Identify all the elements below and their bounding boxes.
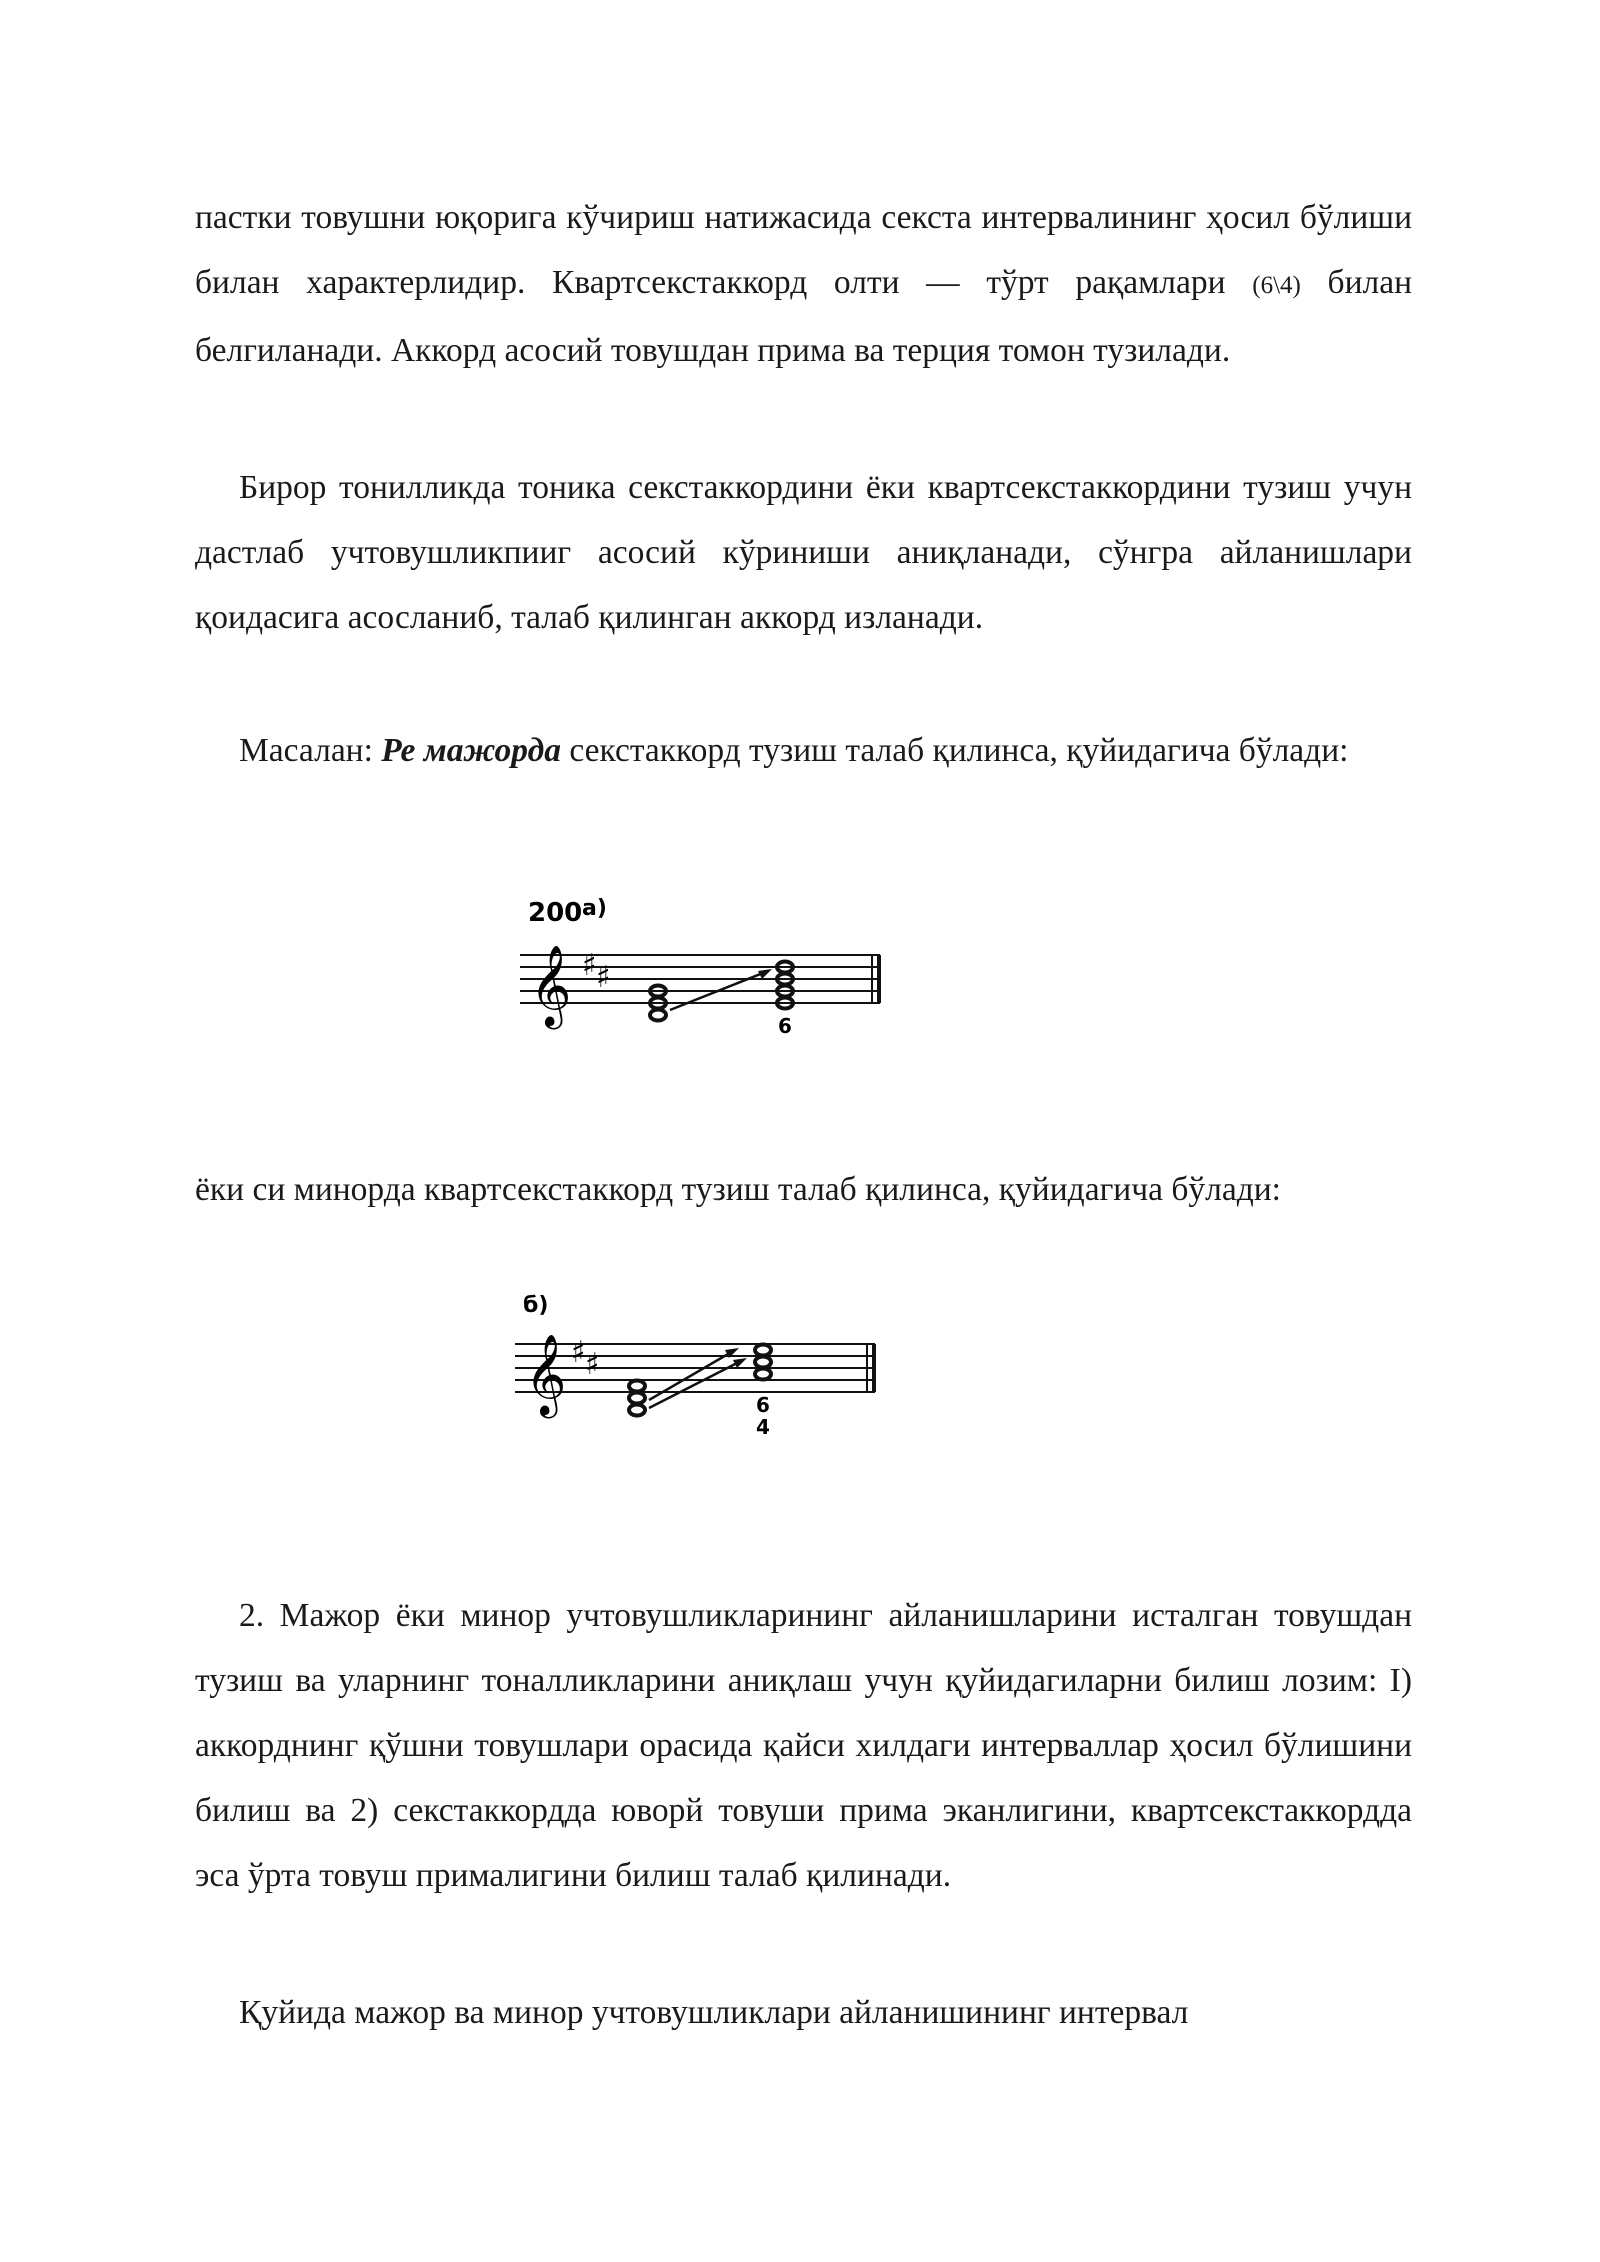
example-a-figure: 6 bbox=[778, 1014, 792, 1038]
paragraph-1 bbox=[195, 185, 1412, 383]
example-a-number: 200 bbox=[528, 898, 583, 928]
paragraph-6-text: Қуйида мажор ва минор учтовушликлари айланишининг интервал bbox=[239, 1994, 1189, 2031]
sharp-icon: ♯ bbox=[582, 948, 597, 983]
paragraph-2-text: Бирор тонилликда тоника секстаккордини ёки квартсекстаккордини тузиш учун дастлаб учтовушликпииг асосий кўриниши аниқланади, сўнгра айланишлари қоидасига асосланиб, талаб қилинган аккорд изланади. bbox=[195, 469, 1412, 636]
arrow-head-icon bbox=[758, 969, 772, 979]
treble-clef-icon-b: 𝄞 bbox=[525, 1333, 567, 1415]
six-four-symbol: (6\4) bbox=[1252, 272, 1301, 299]
chord-six-four bbox=[755, 1345, 771, 1380]
paragraph-4 bbox=[195, 1165, 1375, 1215]
chord-sixth bbox=[777, 962, 793, 1009]
staff-lines bbox=[520, 955, 880, 1003]
paragraph-5 bbox=[195, 1583, 1412, 1908]
example-b-figure-top: 6 bbox=[756, 1393, 770, 1417]
music-example-b bbox=[515, 1290, 915, 1450]
music-example-a bbox=[520, 885, 900, 1045]
paragraph-2 bbox=[195, 455, 1412, 650]
sharp-icon-b-2: ♯ bbox=[585, 1347, 600, 1382]
paragraph-6 bbox=[195, 1980, 1412, 2045]
paragraph-3-end: секстаккорд тузиш талаб қилинса, қуйидагича бўлади: bbox=[569, 732, 1349, 769]
paragraph-1-text: пастки товушни юқорига кўчириш натижасида секста интервалининг ҳосил бўлиши билан характерлидир. Квартсекстаккорд олти — тўрт рақамлари bbox=[195, 199, 1412, 301]
paragraph-4-text: ёки си минорда квартсекстаккорд тузиш талаб қилинса, қуйидагича бўлади: bbox=[195, 1171, 1281, 1208]
chord-root-position-b bbox=[629, 1381, 645, 1416]
sharp-icon-2: ♯ bbox=[596, 960, 611, 995]
arrow-head-icon-b1 bbox=[733, 1358, 747, 1368]
example-b-label: б) bbox=[523, 1293, 549, 1318]
example-a-label: а) bbox=[582, 896, 607, 921]
paragraph-1-end: билан белгиланади. Аккорд асосий товушдан прима ва терция томон тузилади. bbox=[195, 264, 1413, 369]
paragraph-3-emphasis: Ре мажорда bbox=[381, 732, 561, 769]
treble-clef-icon: 𝄞 bbox=[530, 944, 572, 1026]
paragraph-5-text: 2. Мажор ёки минор учтовушликларининг айланишларини исталган товушдан тузиш ва уларнинг тоналликларини аниқлаш учун қуйидагиларни билиш лозим: I) аккорднинг қўшни товушлари орасида қайси хилдаги интерваллар ҳосил бўлишини билиш ва 2) секстаккордда юворй товуши прима эканлигини, квартсекстаккордда эса ўрта товуш прималигини билиш талаб қилинади. bbox=[195, 1597, 1412, 1894]
paragraph-3 bbox=[195, 718, 1412, 783]
example-b-figure-bottom: 4 bbox=[756, 1415, 770, 1439]
paragraph-3-start: Масалан: bbox=[239, 732, 373, 769]
sharp-icon-b: ♯ bbox=[571, 1335, 586, 1370]
